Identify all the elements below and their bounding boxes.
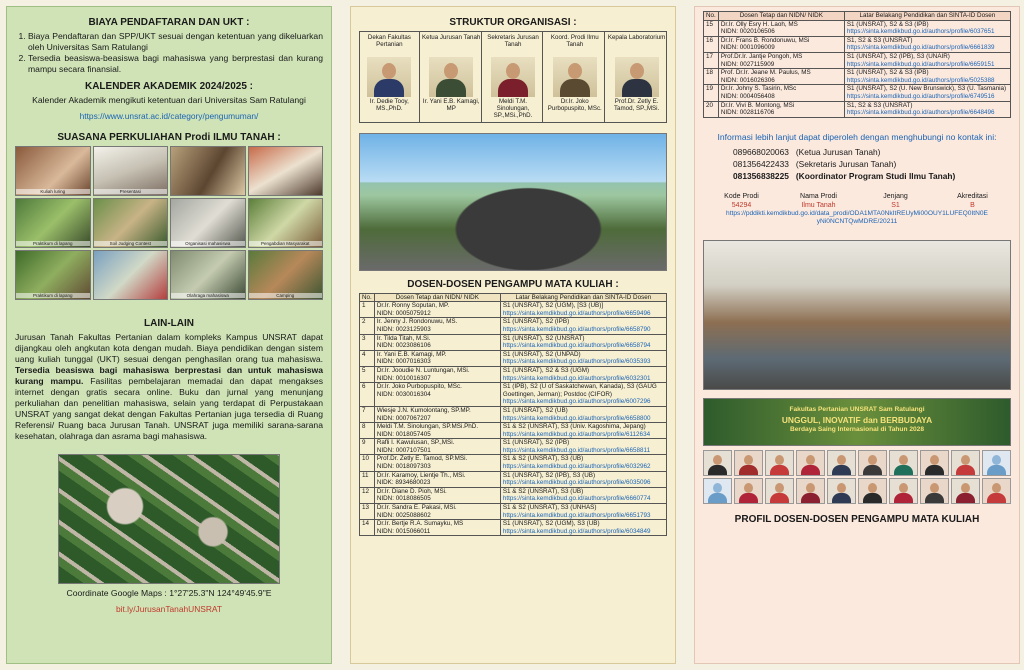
education-cell <box>500 366 666 382</box>
lecturer-portrait <box>982 450 1011 476</box>
sinta-link[interactable]: https://sinta.kemdikbud.go.id/authors/profile/6658811 <box>502 446 651 454</box>
org-member <box>484 32 544 122</box>
lecturer-nidn: NIDN: 0007016303 <box>376 358 431 366</box>
row-number: 14 <box>360 520 375 536</box>
kalender-text: Kalender Akademik mengikuti ketentuan dari Universitas Sam Ratulangi <box>32 95 306 105</box>
lecturer-nidn: NIDN: 0007107501 <box>376 446 431 454</box>
lecturer-cell <box>374 520 500 536</box>
lecturer-cell <box>718 101 844 117</box>
banner-text: Berdaya Saing Internasional di Tahun 2028 <box>790 425 924 433</box>
akred-value: 54294 <box>731 201 752 209</box>
org-name: Dr.Ir. Joko Purbopuspito, MSc. <box>547 98 602 113</box>
row-number: 5 <box>360 366 375 382</box>
sinta-link[interactable]: https://sinta.kemdikbud.go.id/authors/profile/6661839 <box>846 44 995 52</box>
sinta-link[interactable]: https://sinta.kemdikbud.go.id/authors/profile/6749516 <box>846 92 995 100</box>
lecturer-cell <box>374 406 500 422</box>
sinta-link[interactable]: https://sinta.kemdikbud.go.id/authors/profile/6658794 <box>502 342 651 350</box>
sinta-link[interactable]: https://sinta.kemdikbud.go.id/authors/profile/6658800 <box>502 414 651 422</box>
education-cell <box>500 423 666 439</box>
akred-header: Akreditasi <box>957 192 988 200</box>
lecturer-nidn: NIDN: 0027115909 <box>720 60 775 68</box>
org-member <box>422 32 482 122</box>
lecturer-portrait <box>920 478 949 504</box>
education-text: S1 (UNSRAT), S2 (UGM), S3 (UB) <box>502 520 600 528</box>
org-name: Ir. Dedie Tooy, MS.,PhD. <box>369 98 409 113</box>
biaya-heading: BIAYA PENDAFTARAN DAN UKT : <box>88 17 250 28</box>
contact-info: Informasi lebih lanjut dapat diperoleh dengan menghubungi no kontak ini: <box>717 131 997 142</box>
row-number: 6 <box>360 383 375 407</box>
lecturer-name: Dr.Ir. Diane D. Pioh, MSi. <box>376 487 447 495</box>
education-cell <box>844 69 1010 85</box>
table-row <box>360 487 667 503</box>
lain-heading: LAIN-LAIN <box>144 318 194 329</box>
lecturer-portrait <box>765 450 794 476</box>
campus-map-image <box>58 454 280 584</box>
avatar <box>615 57 659 97</box>
lecturer-nidn: NIDN: 0023125903 <box>376 325 431 333</box>
education-cell <box>500 487 666 503</box>
table-row <box>704 36 1011 52</box>
akreditasi-table <box>703 192 1011 210</box>
lecturer-nidn: NIDN: 0016026306 <box>720 76 775 84</box>
contact-item: 089668020063 (Ketua Jurusan Tanah) <box>733 146 881 157</box>
right-panel <box>694 6 1020 664</box>
lecturer-cell <box>718 36 844 52</box>
avatar <box>491 57 535 97</box>
activity-photo: Praktikum di lapang <box>15 250 91 300</box>
col-latar: Latar Belakang Pendidikan dan SINTA-ID Dosen <box>844 12 1010 21</box>
biaya-item: 1. Biaya Pendaftaran dan SPP/UKT sesuai dengan ketentuan yang dikeluarkan oleh Universitas Sam Ratulangi <box>28 31 323 53</box>
lecturer-nidn: NIDN: 0010016307 <box>376 374 431 382</box>
sinta-link[interactable]: https://sinta.kemdikbud.go.id/authors/profile/6007296 <box>502 398 651 406</box>
lecturer-cell <box>374 487 500 503</box>
org-name: Meldi T.M. Sinolungan, SP.,MSi.,PhD. <box>493 98 533 120</box>
lecturer-cell <box>374 455 500 471</box>
table-row <box>360 471 667 487</box>
activity-photo: Presentasi <box>93 146 169 196</box>
lecturer-nidn: NIDN: 0023086106 <box>376 342 431 350</box>
row-number: 7 <box>360 406 375 422</box>
lecturer-name: Dr.Ir. Olly Esry H. Laoh, MS <box>720 20 798 28</box>
lecturer-cell <box>374 383 500 407</box>
row-number: 18 <box>704 69 719 85</box>
avatar <box>429 57 473 97</box>
table-row <box>704 20 1011 36</box>
lecturer-portrait <box>827 450 856 476</box>
pddikti-link[interactable]: https://pddikti.kemdikbud.go.id/data_prodi/ODA1MTA0NkItREUyMi00OUY1LUFEQ0ItN0EyNi0NCNTQwMDRE/20211 <box>726 209 988 225</box>
lecturer-name: Dr.Ir. Sandra E. Pakasi, MSi. <box>376 504 457 512</box>
lecturer-cell <box>374 423 500 439</box>
lecturer-cell <box>718 85 844 101</box>
lecturer-name: Prof.Dr. Zetly E. Tamod, SP.MSi. <box>376 455 468 463</box>
lecturer-nidn: NIDN: 0007067207 <box>376 414 431 422</box>
education-cell <box>844 52 1010 68</box>
lecturer-cell <box>374 366 500 382</box>
lecturer-name: Dr.Ir. Bertje R.A. Sumayku, MS <box>376 520 464 528</box>
lecturer-portrait <box>734 450 763 476</box>
activity-photo <box>170 146 246 196</box>
org-member <box>360 32 420 122</box>
lecturer-cell <box>374 350 500 366</box>
lecturer-portrait <box>796 478 825 504</box>
education-text: S1 & S2 (UNSRAT), S3 (Univ. Kagoshima, Jepang) <box>502 423 646 431</box>
education-cell <box>500 439 666 455</box>
lecturer-nidn: NIDK: 8934680023 <box>376 479 431 487</box>
lecturer-name: Meldi T.M. Sinolungan, SP.MSi.PhD. <box>376 423 479 431</box>
row-number: 13 <box>360 504 375 520</box>
staff-group-photo <box>703 240 1011 390</box>
education-text: S1 & S2 (UNSRAT), S3 (UB) <box>502 455 584 463</box>
table-row <box>360 383 667 407</box>
lecturer-portrait <box>951 478 980 504</box>
table-row <box>360 504 667 520</box>
banner-text: UNGGUL, INOVATIF dan BERBUDAYA <box>781 414 933 425</box>
table-row <box>360 455 667 471</box>
row-number: 8 <box>360 423 375 439</box>
lecturer-portrait <box>920 450 949 476</box>
education-text: S1 (UNSRAT), S2 & S3 (IPB) <box>846 20 929 28</box>
lecturer-cell <box>374 302 500 318</box>
lecturer-nidn: NIDN: 0001096009 <box>720 44 775 52</box>
lecturer-portrait <box>827 478 856 504</box>
sinta-link[interactable]: https://sinta.kemdikbud.go.id/authors/profile/6035393 <box>502 358 651 366</box>
row-number: 4 <box>360 350 375 366</box>
activity-photo: Olahraga mahasiswa <box>170 250 246 300</box>
education-cell <box>500 406 666 422</box>
lecturer-nidn: NIDN: 0020106506 <box>720 28 775 36</box>
table-row <box>360 366 667 382</box>
table-row <box>704 52 1011 68</box>
sinta-link[interactable]: https://sinta.kemdikbud.go.id/authors/profile/6035096 <box>502 479 651 487</box>
lecturer-cell <box>374 439 500 455</box>
sinta-link[interactable]: https://sinta.kemdikbud.go.id/authors/profile/6659151 <box>846 60 995 68</box>
row-number: 17 <box>704 52 719 68</box>
avatar <box>367 57 411 97</box>
education-cell <box>844 20 1010 36</box>
row-number: 11 <box>360 471 375 487</box>
education-text: S1 (UNSRAT), S2 (U. New Brunswick), S3 (U. Tasmania) <box>846 85 1007 93</box>
sinta-link[interactable]: https://sinta.kemdikbud.go.id/authors/profile/6037651 <box>846 28 995 36</box>
banner-text: Fakultas Pertanian UNSRAT Sam Ratulangi <box>789 405 925 413</box>
lecturer-cell <box>374 504 500 520</box>
col-latar: Latar Belakang Pendidikan dan SINTA-ID Dosen <box>500 293 666 302</box>
lecturer-name: Dr.Ir. Ronny Soputan, MP. <box>376 302 450 310</box>
lecturer-nidn: NIDN: 0005075912 <box>376 309 431 317</box>
table-row <box>360 318 667 334</box>
group-photo <box>359 133 667 271</box>
education-text: S1 (UNSRAT), S2 (IPB) <box>502 318 570 326</box>
education-text: S1 (UNSRAT), S2 (IPB), S3 (UNAIR) <box>846 52 950 60</box>
education-text: S1 (IPB), S2 (U of Saskatchewan, Kanada), S3 (GAUG Goettingen, Jerman); Postdoc (CIFOR) <box>502 383 657 398</box>
row-number: 1 <box>360 302 375 318</box>
lecturer-name: Dr.Ir. Karamoy, Lientje Th., MSi. <box>376 471 466 479</box>
lecturer-cell <box>718 69 844 85</box>
contact-item: 081356422433 (Sekretaris Jurusan Tanah) <box>733 158 897 169</box>
sinta-link[interactable]: https://sinta.kemdikbud.go.id/authors/profile/6648496 <box>846 109 995 117</box>
akred-header: Nama Prodi <box>800 192 837 200</box>
education-text: S1 (UNSRAT), S2 (UB) <box>502 406 568 414</box>
education-text: S1 (UNSRAT), S2 (IPB) <box>502 439 570 447</box>
lecturer-name: Dr.Ir. Johny S. Tasirin, MSc <box>720 85 797 93</box>
biaya-item: 2. Tersedia beasiswa-beasiswa bagi mahasiswa yang berprestasi dan kurang mampu secara finansial. <box>28 53 323 75</box>
activity-photo-grid <box>15 146 323 300</box>
dosen-heading: DOSEN-DOSEN PENGAMPU MATA KULIAH : <box>407 278 619 290</box>
lecturer-nidn: NIDN: 0028116706 <box>720 109 775 117</box>
row-number: 10 <box>360 455 375 471</box>
education-text: S1 & S2 (UNSRAT), S3 (UNHAS) <box>502 504 597 512</box>
org-role: Sekretaris Jurusan Tanah <box>487 34 539 49</box>
activity-photo: Pengabdian Masyarakat <box>248 198 324 248</box>
org-role: Ketua Jurusan Tanah <box>422 34 481 41</box>
lecturer-nidn: NIDN: 0018086505 <box>376 495 431 503</box>
row-number: 12 <box>360 487 375 503</box>
lecturer-name: Dr.Ir. Jooudie N. Luntungan, MSi. <box>376 366 470 374</box>
lecturer-name: Prof. Dr.Ir. Jeane M. Paulus, MS <box>720 69 811 77</box>
lecturer-portrait-strip <box>703 450 1011 504</box>
lecturer-name: Dr.Ir. Frans B. Rondonuwu, MSi <box>720 36 810 44</box>
col-no: No. <box>704 12 719 21</box>
sinta-link[interactable]: https://sinta.kemdikbud.go.id/authors/profile/6660774 <box>502 495 651 503</box>
lecturer-portrait <box>889 478 918 504</box>
contact-list <box>703 146 1011 182</box>
education-text: S1 (UNSRAT), S2 & S3 (IPB) <box>846 69 929 77</box>
kalender-link[interactable]: https://www.unsrat.ac.id/category/pengumuman/ <box>79 111 259 121</box>
footer-title: PROFIL DOSEN-DOSEN PENGAMPU MATA KULIAH <box>734 513 980 525</box>
org-member <box>607 32 666 122</box>
lecturer-portrait <box>951 450 980 476</box>
lecturer-cell <box>718 20 844 36</box>
sinta-link[interactable]: https://sinta.kemdikbud.go.id/authors/profile/5025388 <box>846 76 995 84</box>
education-cell <box>500 455 666 471</box>
table-row <box>360 350 667 366</box>
struktur-heading: STRUKTUR ORGANISASI : <box>449 17 577 28</box>
sinta-link[interactable]: https://sinta.kemdikbud.go.id/authors/profile/6658790 <box>502 325 651 333</box>
lecturer-name: Rafli I. Kawulusan, SP.,MSi. <box>376 439 455 447</box>
lecturer-portrait <box>703 450 732 476</box>
activity-photo <box>93 250 169 300</box>
row-number: 9 <box>360 439 375 455</box>
lecturer-name: Dr.Ir. Vivi B. Montong, MSi <box>720 101 795 109</box>
lecturer-cell <box>374 318 500 334</box>
lecturer-cell <box>374 334 500 350</box>
lecturer-table-continued <box>703 11 1011 118</box>
sinta-link[interactable]: https://sinta.kemdikbud.go.id/authors/profile/6032962 <box>502 463 651 471</box>
biaya-list <box>15 31 323 75</box>
lecturer-portrait <box>858 478 887 504</box>
kalender-heading: KALENDER AKADEMIK 2024/2025 : <box>84 81 253 92</box>
education-cell <box>500 504 666 520</box>
education-cell <box>844 36 1010 52</box>
coordinate-text: Coordinate Google Maps : 1°27'25.3"N 124°49'45.9"E <box>66 588 272 598</box>
akred-value: S1 <box>891 201 900 209</box>
lecturer-portrait <box>734 478 763 504</box>
org-role: Koord. Prodi Ilmu Tanah <box>550 34 599 49</box>
lecturer-cell <box>374 471 500 487</box>
akred-value: B <box>970 201 975 209</box>
faculty-banner <box>703 398 1011 446</box>
table-row <box>360 334 667 350</box>
education-cell <box>500 334 666 350</box>
sinta-link[interactable]: https://sinta.kemdikbud.go.id/authors/profile/6659496 <box>502 309 651 317</box>
education-cell <box>500 350 666 366</box>
education-text: S1, S2 & S3 (UNSRAT) <box>846 36 913 44</box>
lain-paragraph: Jurusan Tanah Fakultas Pertanian dalam kompleks Kampus UNSRAT dapat dijangkau oleh angkutan kota dengan mudah. Biaya pendidikan dengan sistem uang kuliah tunggal (UKT) sesuai dengan penghasilan orang tua mahasiswa. Tersedia beasiswa bagi mahasiswa berprestasi dan untuk mahasiswa kurang mampu. Fasilitas pembelajaran memadai dan dapat mengakses internet dengan gratis secara online. Buku dan jurnal yang menunjang perkuliahan dan penelitian mahasiswa, selain yang terdapat di Perpustakaan UNSRAT yang sangat dekat dengan Fakultas Pertanian juga tersedia di Ruang Referensi/ Ruang baca Jurusan Tanah. UNSRAT juga memiliki sarana-sarana kesehatan, olahraga dan asrama bagi mahasiswa. <box>15 332 323 441</box>
org-name: Ir. Yani E.B. Kamagi, MP <box>422 98 480 113</box>
education-text: S1 & S2 (UNSRAT), S3 (UB) <box>502 487 584 495</box>
avatar <box>553 57 597 97</box>
lecturer-nidn: NIDN: 0030016304 <box>376 390 431 398</box>
lecturer-portrait <box>982 478 1011 504</box>
lecturer-name: Ir. Jenny J. Rondonuwu, MS. <box>376 318 458 326</box>
table-row <box>360 406 667 422</box>
lecturer-portrait <box>765 478 794 504</box>
table-row <box>360 520 667 536</box>
lecturer-table <box>359 293 667 537</box>
table-row <box>704 101 1011 117</box>
col-nama: Dosen Tetap dan NIDN/ NIDK <box>374 293 500 302</box>
activity-photo: Camping <box>248 250 324 300</box>
lecturer-nidn: NIDN: 0018097303 <box>376 463 431 471</box>
table-row <box>704 69 1011 85</box>
education-cell <box>500 302 666 318</box>
activity-photo: Kuliah luring <box>15 146 91 196</box>
row-number: 19 <box>704 85 719 101</box>
lecturer-portrait <box>796 450 825 476</box>
education-text: S1 (UNSRAT), S2 (IPB), S3 (UB) <box>502 471 596 479</box>
akred-header: Kode Prodi <box>724 192 759 200</box>
lecturer-name: Ir. Tilda Titah, M.Si. <box>376 334 431 342</box>
row-number: 15 <box>704 20 719 36</box>
lecturer-portrait <box>889 450 918 476</box>
table-row <box>360 423 667 439</box>
table-row <box>704 85 1011 101</box>
lecturer-nidn: NIDN: 0025088602 <box>376 511 431 519</box>
org-chart <box>359 31 667 123</box>
lecturer-nidn: NIDN: 0015066011 <box>376 527 431 535</box>
education-cell <box>500 318 666 334</box>
row-number: 20 <box>704 101 719 117</box>
lecturer-name: Dr.Ir. Joko Purbopuspito, MSc. <box>376 383 462 391</box>
table-row <box>360 302 667 318</box>
education-cell <box>844 85 1010 101</box>
lecturer-portrait <box>703 478 732 504</box>
lecturer-cell <box>718 52 844 68</box>
row-number: 16 <box>704 36 719 52</box>
table-row <box>360 439 667 455</box>
sinta-link[interactable]: https://sinta.kemdikbud.go.id/authors/profile/6112634 <box>502 430 651 438</box>
education-cell <box>844 101 1010 117</box>
lecturer-nidn: NIDN: 0018057405 <box>376 430 431 438</box>
org-role: Dekan Fakultas Pertanian <box>367 34 411 49</box>
col-nama: Dosen Tetap dan NIDN/ NIDK <box>718 12 844 21</box>
map-link[interactable]: bit.ly/JurusanTanahUNSRAT <box>116 604 222 614</box>
org-role: Kepala Laboratorium <box>607 34 666 41</box>
sinta-link[interactable]: https://sinta.kemdikbud.go.id/authors/profile/6032301 <box>502 374 651 382</box>
activity-photo <box>248 146 324 196</box>
lecturer-name: Ir. Yani E.B. Kamagi, MP. <box>376 350 447 358</box>
akred-value: Ilmu Tanah <box>801 201 836 209</box>
sinta-link[interactable]: https://sinta.kemdikbud.go.id/authors/profile/6651793 <box>502 511 651 519</box>
education-cell <box>500 383 666 407</box>
education-text: S1 (UNSRAT), S2 & S3 (UGM) <box>502 366 590 374</box>
left-panel <box>6 6 332 664</box>
contact-item: 081356838225 (Koordinator Program Studi Ilmu Tanah) <box>733 170 956 181</box>
activity-photo: Organisasi mahasiswa <box>170 198 246 248</box>
education-text: S1, S2 & S3 (UNSRAT) <box>846 101 913 109</box>
row-number: 2 <box>360 318 375 334</box>
activity-photo: Soil Judging Contest <box>93 198 169 248</box>
lecturer-portrait <box>858 450 887 476</box>
lecturer-name: Prof.Dr.Ir. Jantje Pongoh, MS <box>720 52 803 60</box>
org-member <box>545 32 605 122</box>
row-number: 3 <box>360 334 375 350</box>
sinta-link[interactable]: https://sinta.kemdikbud.go.id/authors/profile/6034849 <box>502 527 651 535</box>
org-name: Prof.Dr. Zetly E. Tamod, SP.,MSi. <box>613 98 660 113</box>
col-no: No. <box>360 293 375 302</box>
education-text: S1 (UNSRAT), S2 (UNSRAT) <box>502 334 585 342</box>
lecturer-name: Wiesje J.N. Kumolontang, SP.MP. <box>376 406 471 414</box>
education-text: S1 (UNSRAT), S2 (UGM), [S3 (UB)] <box>502 302 604 310</box>
education-cell <box>500 471 666 487</box>
middle-panel <box>350 6 676 664</box>
activity-photo: Praktikum di lapang <box>15 198 91 248</box>
education-text: S1 (UNSRAT), S2 (UNPAD) <box>502 350 581 358</box>
lecturer-nidn: NIDN: 0004056408 <box>720 92 775 100</box>
education-cell <box>500 520 666 536</box>
suasana-heading: SUASANA PERKULIAHAN Prodi ILMU TANAH : <box>57 132 281 143</box>
akred-header: Jenjang <box>883 192 908 200</box>
